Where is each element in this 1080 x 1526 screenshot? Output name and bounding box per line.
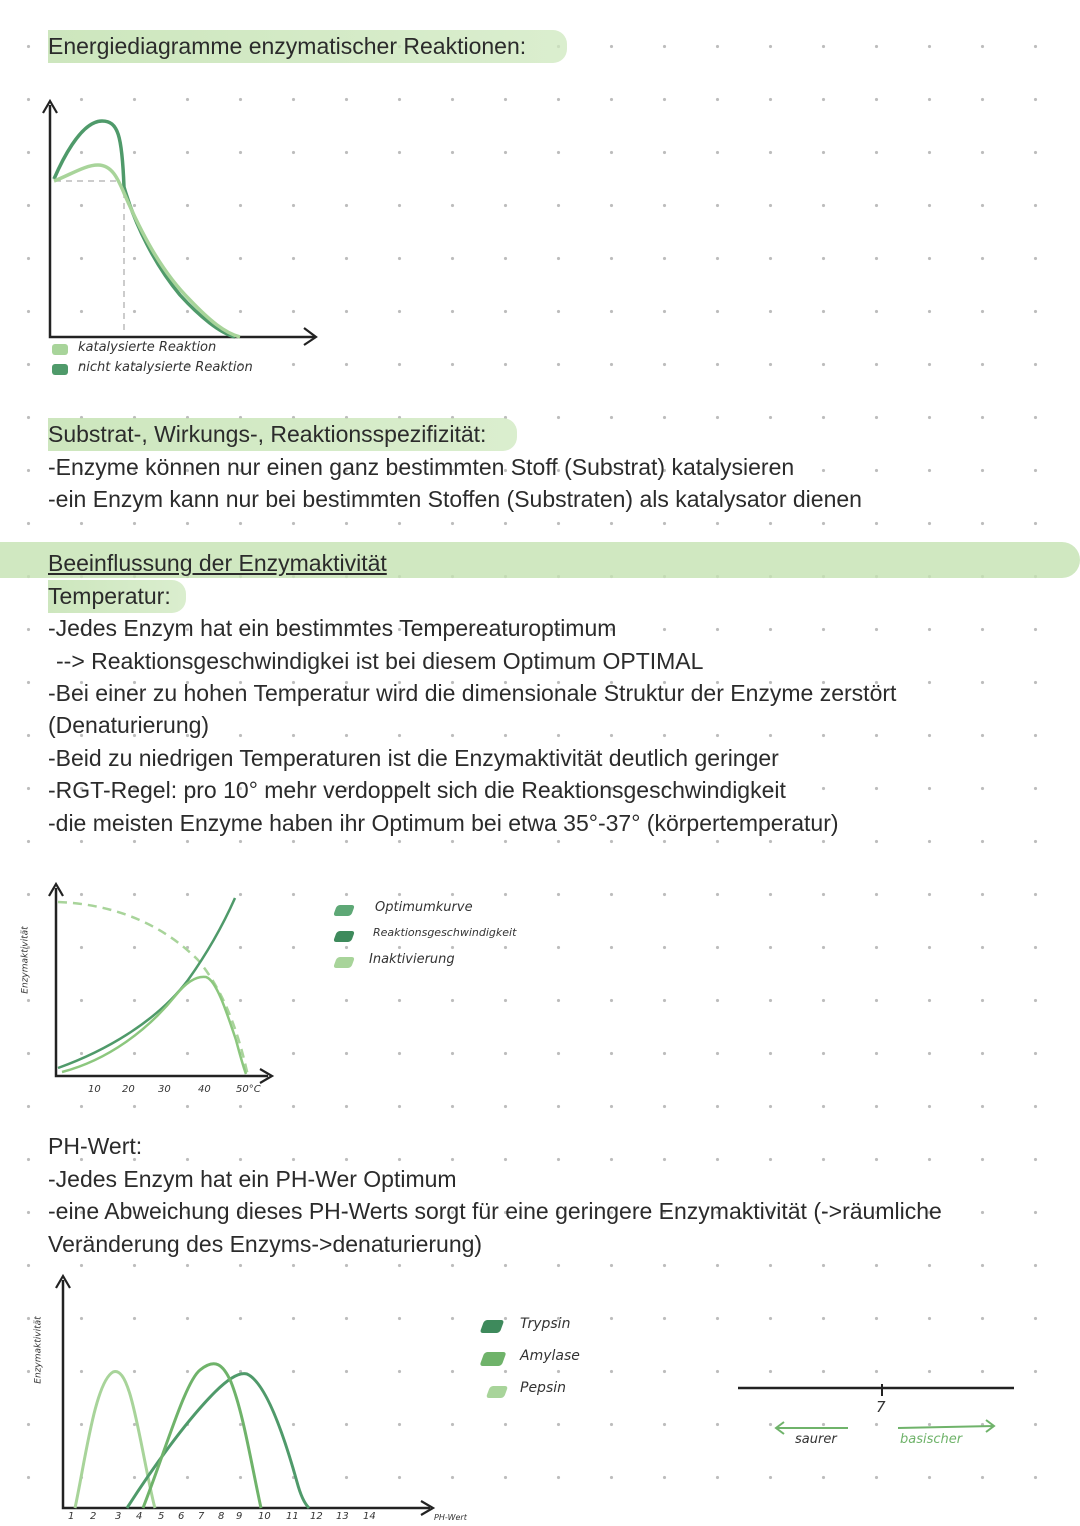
ph-xtick-10: 10	[258, 1511, 271, 1522]
temperature-line-7: -die meisten Enzyme haben ihr Optimum bei etwa 35°-37° (körpertemperatur)	[48, 810, 839, 836]
specificity-line-2: -ein Enzym kann nur bei bestimmten Stoffen (Substraten) als katalysator dienen	[48, 486, 862, 512]
optimum-curve	[62, 977, 246, 1074]
ph-xtick-8: 8	[218, 1511, 225, 1522]
swatch-optimum	[333, 905, 355, 916]
energy-legend-label-2: nicht katalysierte Reaktion	[78, 360, 253, 375]
temperature-subtitle-text: Temperatur:	[48, 583, 171, 609]
specificity-title-text: Substrat-, Wirkungs-, Reaktionsspezifizität:	[48, 421, 487, 447]
temp-axes	[56, 888, 268, 1076]
enzyme-activity-title: Beeinflussung der Enzymaktivität	[48, 550, 387, 576]
ph-xtick-9: 9	[236, 1511, 243, 1522]
ph-legend-label-1: Trypsin	[520, 1316, 571, 1332]
temperature-line-3: -Bei einer zu hohen Temperatur wird die dimensionale Struktur der Enzyme zerstört	[48, 680, 897, 706]
ph-subtitle: PH-Wert:	[48, 1133, 143, 1159]
ph-xtick-3: 3	[115, 1511, 122, 1522]
ph-chart-ylabel: Enzymaktivität	[33, 1316, 44, 1384]
temperature-subtitle	[48, 580, 186, 613]
ph-legend-label-2: Amylase	[520, 1348, 580, 1364]
swatch-trypsin	[480, 1320, 505, 1333]
ph-xtick-2: 2	[90, 1511, 97, 1522]
temperature-line-4: (Denaturierung)	[48, 712, 210, 738]
ph-chart	[55, 1272, 455, 1522]
temp-xtick-2: 20	[122, 1084, 135, 1095]
temperature-line-2: --> Reaktionsgeschwindigkei ist bei diesem Optimum OPTIMAL	[56, 648, 704, 674]
ph-xticks	[68, 1511, 388, 1525]
ph-line-2: -eine Abweichung dieses PH-Werts sorgt für eine geringere Enzymaktivität (->räumliche	[48, 1198, 942, 1224]
energy-y-axis	[50, 105, 315, 337]
ph-xtick-12: 12	[310, 1511, 323, 1522]
ph-xtick-13: 13	[336, 1511, 349, 1522]
ph-line-1: -Jedes Enzym hat ein PH-Wer Optimum	[48, 1166, 457, 1192]
ph-xtick-4: 4	[136, 1511, 143, 1522]
swatch-inactivation	[333, 957, 355, 968]
ph-scale-left-label: saurer	[795, 1432, 837, 1447]
temperature-line-6: -RGT-Regel: pro 10° mehr verdoppelt sich die Reaktionsgeschwindigkeit	[48, 777, 786, 803]
temp-xtick-1: 10	[88, 1084, 101, 1095]
ph-scale-neutral: 7	[876, 1398, 886, 1416]
ph-xtick-6: 6	[178, 1511, 185, 1522]
ph-xtick-5: 5	[158, 1511, 165, 1522]
temp-chart-ylabel: Enzymaktivität	[20, 926, 31, 994]
swatch-amylase	[479, 1352, 506, 1366]
uncatalyzed-curve	[54, 121, 235, 337]
energy-diagram-title-text: Energiediagramme enzymatischer Reaktionen:	[48, 33, 527, 59]
ph-scale-right-label: basischer	[900, 1432, 963, 1447]
temp-xtick-4: 40	[198, 1084, 211, 1095]
swatch-reaction-speed	[333, 931, 355, 942]
energy-dashed-guide	[55, 181, 124, 335]
ph-line-3: Veränderung des Enzyms->denaturierung)	[48, 1231, 483, 1257]
temperature-chart	[48, 880, 288, 1100]
temperature-line-5: -Beid zu niedrigen Temperaturen ist die Enzymaktivität deutlich geringer	[48, 745, 779, 771]
pepsin-curve	[75, 1371, 155, 1508]
legend-swatch-dark	[52, 364, 68, 375]
specificity-line-1: -Enzyme können nur einen ganz bestimmten Stoff (Substrat) katalysieren	[48, 454, 795, 480]
amylase-curve	[143, 1364, 261, 1508]
energy-legend-label-1: katalysierte Reaktion	[78, 340, 217, 355]
ph-chart-xlabel: PH-Wert	[434, 1513, 467, 1522]
energy-diagram	[40, 95, 360, 355]
ph-axes	[63, 1280, 430, 1508]
catalyzed-curve	[54, 165, 240, 337]
specificity-title	[48, 418, 517, 451]
temp-xtick-5: 50°C	[236, 1084, 261, 1095]
trypsin-curve	[127, 1374, 309, 1508]
temp-legend-label-3: Inaktivierung	[369, 952, 455, 967]
ph-xtick-14: 14	[363, 1511, 376, 1522]
ph-legend-label-3: Pepsin	[520, 1380, 566, 1396]
ph-xtick-7: 7	[198, 1511, 205, 1522]
temp-legend-label-1: Optimumkurve	[375, 900, 473, 915]
temperature-line-1: -Jedes Enzym hat ein bestimmtes Tempereaturoptimum	[48, 615, 617, 641]
ph-xtick-1: 1	[68, 1511, 75, 1522]
temp-legend-label-2: Reaktionsgeschwindigkeit	[373, 926, 517, 939]
ph-scale-right-arrow	[898, 1420, 994, 1432]
energy-diagram-title	[48, 30, 567, 63]
legend-swatch-light	[52, 344, 68, 355]
temp-xtick-3: 30	[158, 1084, 171, 1095]
ph-xtick-11: 11	[286, 1511, 299, 1522]
swatch-pepsin	[486, 1386, 508, 1398]
